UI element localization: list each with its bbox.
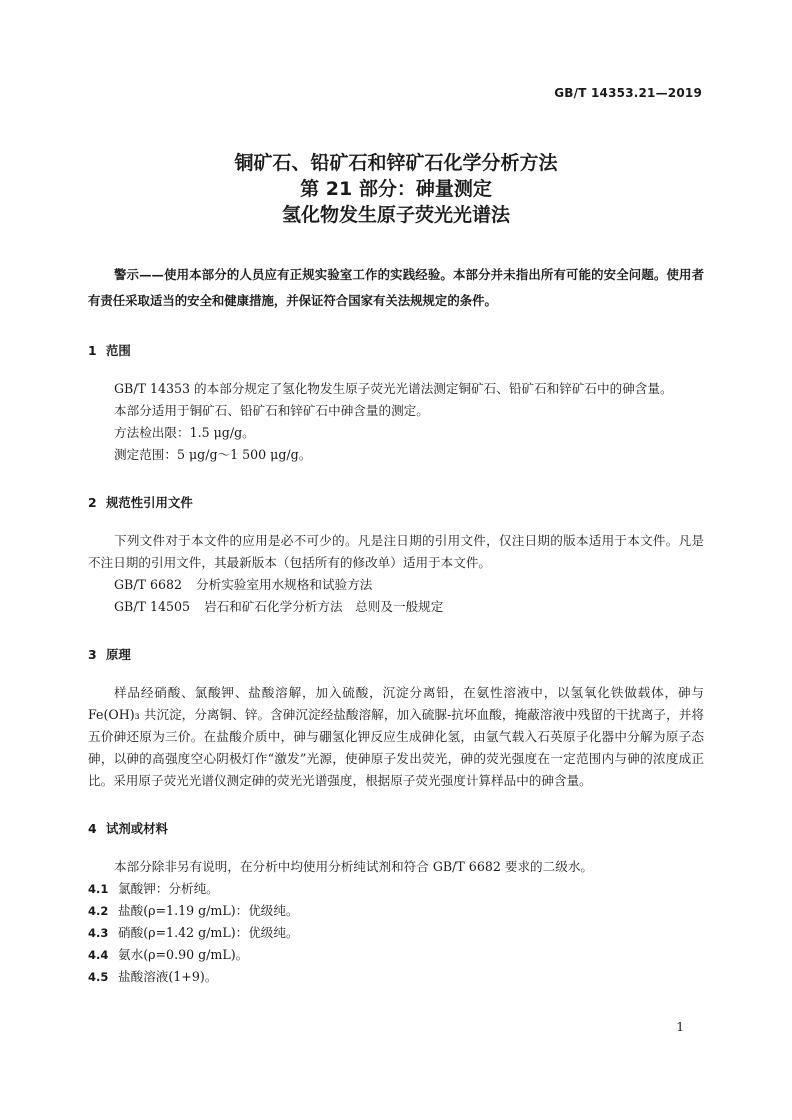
- reference-item: [88, 574, 704, 596]
- item-number: 4.3: [88, 926, 109, 940]
- section-number: 2: [88, 495, 97, 510]
- section-4-heading: [88, 818, 704, 840]
- item-number: 4.5: [88, 970, 109, 984]
- reference-code: GB/T 6682: [114, 577, 183, 592]
- reference-title: 分析实验室用水规格和试验方法: [196, 577, 373, 592]
- measurement-range: 测定范围：5 μg/g～1 500 μg/g。: [114, 447, 312, 462]
- reference-title: 岩石和矿石化学分析方法 总则及一般规定: [204, 599, 444, 614]
- reagent-item: [88, 966, 704, 988]
- reference-item: [88, 596, 704, 618]
- page-number: 1: [676, 1020, 684, 1034]
- principle-paragraph: 样品经硝酸、氯酸钾、盐酸溶解，加入硫酸，沉淀分离铅，在氨性溶液中，以氢氧化铁做载体，砷与Fe(OH)₃ 共沉淀，分离铜、锌。含砷沉淀经盐酸溶解，加入硫脲-抗坏血酸，掩蔽溶液中残留的干扰离子，并将五价砷还原为三价。在盐酸介质中，砷与硼氢化钾反应生成砷化氢，由氩气载入石英原子化器中分解为原子态砷，以砷的高强度空心阴极灯作“激发”光源，使砷原子发出荧光，砷的荧光强度在一定范围内与砷的浓度成正比。采用原子荧光光谱仪测定砷的荧光光谱强度，根据原子荧光强度计算样品中的砷含量。: [88, 685, 704, 788]
- reagents-intro: 本部分除非另有说明，在分析中均使用分析纯试剂和符合 GB/T 6682 要求的二级水。: [114, 859, 594, 874]
- reagent-item: [88, 922, 704, 944]
- reagent-item: [88, 944, 704, 966]
- title-line-1: 铜矿石、铅矿石和锌矿石化学分析方法: [234, 152, 558, 174]
- section-title: 试剂或材料: [106, 821, 168, 836]
- scope-paragraph: GB/T 14353 的本部分规定了氢化物发生原子荧光光谱法测定铜矿石、铅矿石和锌矿石中的砷含量。: [114, 381, 673, 396]
- section-number: 4: [88, 821, 97, 836]
- section-number: 1: [88, 343, 97, 358]
- warning-paragraph: 警示——使用本部分的人员应有正规实验室工作的实践经验。本部分并未指出所有可能的安全问题。使用者有责任采取适当的安全和健康措施，并保证符合国家有关法规规定的条件。: [88, 267, 704, 308]
- item-text: 硝酸(ρ=1.42 g/mL)：优级纯。: [118, 925, 299, 940]
- item-text: 氯酸钾：分析纯。: [118, 881, 219, 896]
- section-number: 3: [88, 647, 97, 662]
- section-2-heading: [88, 492, 704, 514]
- normative-references-paragraph: 下列文件对于本文件的应用是必不可少的。凡是注日期的引用文件，仅注日期的版本适用于本文件。凡是不注日期的引用文件，其最新版本（包括所有的修改单）适用于本文件。: [88, 533, 704, 570]
- scope-applicability: 本部分适用于铜矿石、铅矿石和锌矿石中砷含量的测定。: [114, 403, 429, 418]
- item-text: 盐酸溶液(1+9)。: [118, 969, 218, 984]
- section-1-heading: [88, 340, 704, 362]
- detection-limit: 方法检出限：1.5 μg/g。: [114, 425, 255, 440]
- section-title: 原理: [106, 647, 131, 662]
- item-number: 4.1: [88, 882, 109, 896]
- reagent-item: [88, 878, 704, 900]
- item-text: 盐酸(ρ=1.19 g/mL)：优级纯。: [118, 903, 299, 918]
- standard-code: GB/T 14353.21—2019: [554, 86, 702, 100]
- document-title: [0, 150, 792, 228]
- reference-code: GB/T 14505: [114, 599, 191, 614]
- section-title: 规范性引用文件: [106, 495, 193, 510]
- item-number: 4.2: [88, 904, 109, 918]
- section-title: 范围: [106, 343, 131, 358]
- item-text: 氨水(ρ=0.90 g/mL)。: [118, 947, 249, 962]
- section-3-heading: [88, 644, 704, 666]
- document-body: [88, 262, 704, 988]
- title-line-3: 氢化物发生原子荧光光谱法: [281, 204, 510, 226]
- item-number: 4.4: [88, 948, 109, 962]
- reagent-item: [88, 900, 704, 922]
- title-line-2: 第 21 部分：砷量测定: [300, 178, 492, 200]
